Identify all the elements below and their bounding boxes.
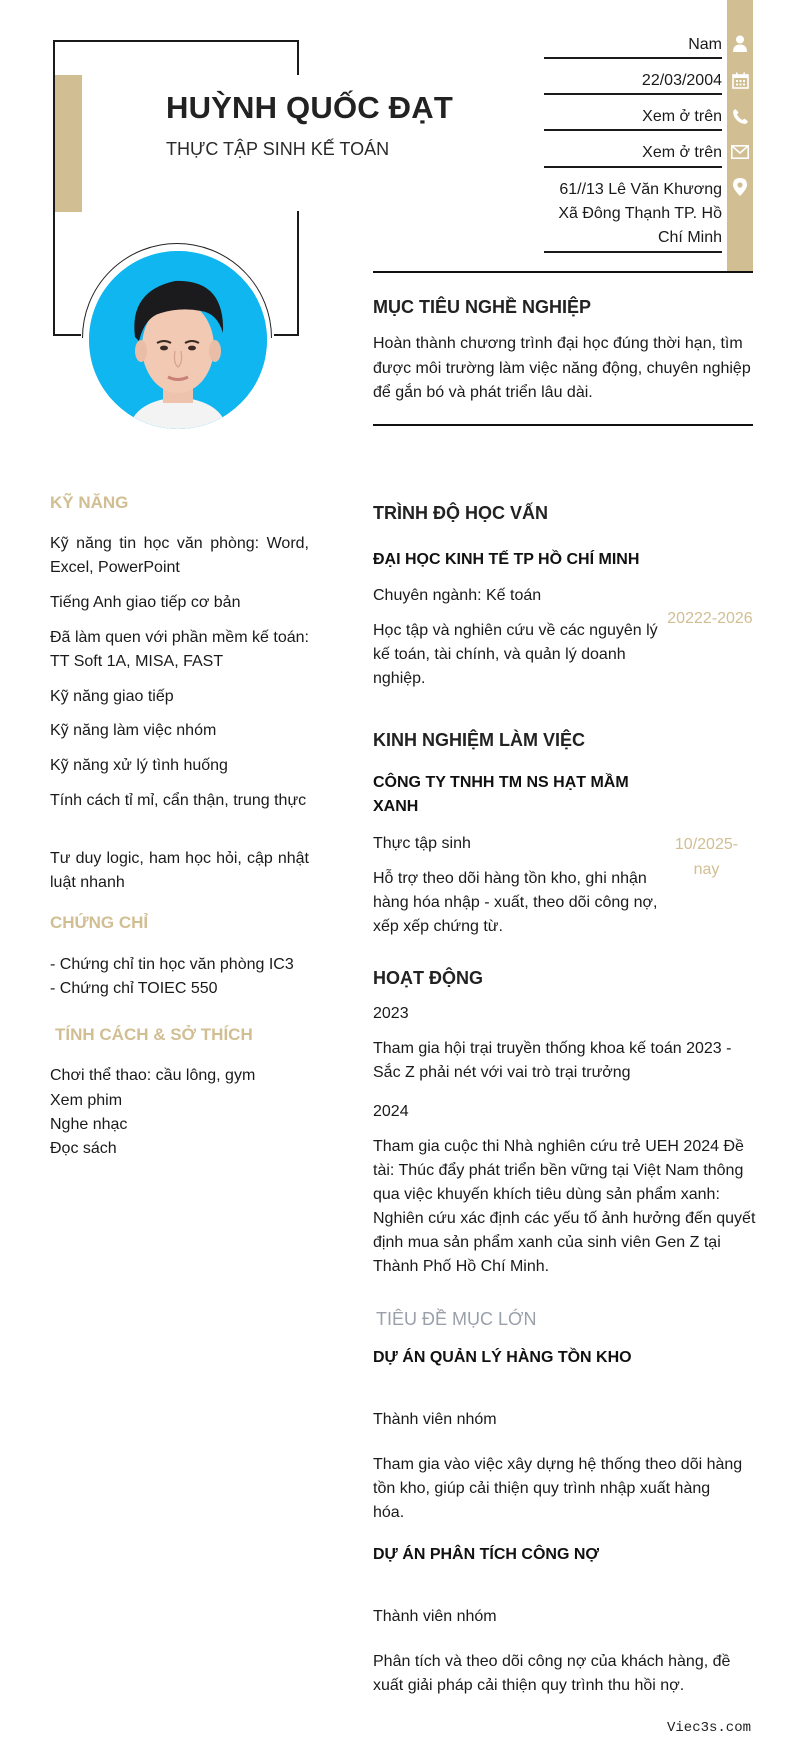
header-frame-right-bottom [297, 211, 299, 336]
education-date: 20222-2026 [667, 610, 753, 627]
activity-text: Tham gia cuộc thi Nhà nghiên cứu trẻ UEH 2024 Đề tài: Thúc đẩy phát triển bền vững tại Việt Nam thông qua việc khuyến khích tiêu dùng sản phẩm xanh: Nghiên cứu xác định các yếu tố ảnh hưởng đến quyết định mua sản phẩm xanh của sinh viên Gen Z tại Thành Phố Hồ Chí Minh. [373, 1138, 756, 1275]
header-frame-top [53, 40, 299, 42]
activity-text: Tham gia hội trại truyền thống khoa kế toán 2023 - Sắc Z phải nét với vai trò trại trưởng [373, 1040, 732, 1081]
certificate-item: - Chứng chỉ tin học văn phòng IC3 [50, 956, 294, 973]
header-frame-right-top [297, 40, 299, 75]
education-title: TRÌNH ĐỘ HỌC VẤN [373, 503, 548, 523]
project-name: DỰ ÁN QUẢN LÝ HÀNG TỒN KHO [373, 1349, 632, 1366]
hobby-item: Nghe nhạc [50, 1116, 128, 1133]
accent-bar [55, 75, 82, 212]
user-icon [731, 34, 749, 52]
phone-icon [731, 107, 749, 125]
contact-email: Xem ở trên [642, 144, 722, 161]
project-name: DỰ ÁN PHÂN TÍCH CÔNG NỢ [373, 1546, 600, 1563]
certificates-title: CHỨNG CHỈ [50, 913, 149, 932]
watermark: Viec3s.com [667, 1720, 752, 1736]
header-frame-bottom-right [274, 334, 299, 336]
contact-birthday: 22/03/2004 [641, 72, 722, 89]
activity-year: 2023 [373, 1005, 409, 1022]
hobby-item: Xem phim [50, 1092, 123, 1109]
skill-item: Kỹ năng xử lý tình huống [50, 757, 228, 774]
contact-address-line2: Xã Đông Thạnh TP. Hồ [558, 205, 722, 222]
contact-divider [544, 57, 722, 59]
experience-description: Hỗ trợ theo dõi hàng tồn kho, ghi nhận hàng hóa nhập - xuất, theo dõi công nợ, xếp xếp chứng từ. [373, 870, 658, 935]
skill-item: Tính cách tỉ mỉ, cẩn thận, trung thực [50, 792, 307, 809]
contact-divider [544, 251, 722, 253]
hobby-item: Chơi thể thao: cầu lông, gym [50, 1067, 256, 1084]
activities-title: HOẠT ĐỘNG [373, 968, 483, 988]
education-description: Học tập và nghiên cứu về các nguyên lý kế toán, tài chính, và quản lý doanh nghiệp. [373, 622, 658, 687]
skill-item: Tiếng Anh giao tiếp cơ bản [50, 594, 241, 611]
header-frame-bottom-left [53, 334, 81, 336]
project-role: Thành viên nhóm [373, 1411, 497, 1428]
contact-divider [544, 93, 722, 95]
education-school: ĐẠI HỌC KINH TẾ TP HỒ CHÍ MINH [373, 551, 640, 568]
map-pin-icon [731, 178, 749, 196]
contact-address-line3: Chí Minh [657, 229, 722, 246]
objective-divider-bottom [373, 424, 753, 426]
hobbies-title: TÍNH CÁCH & SỞ THÍCH [55, 1025, 253, 1044]
activity-year: 2024 [373, 1103, 409, 1120]
certificate-item: - Chứng chỉ TOIEC 550 [50, 980, 218, 997]
contact-divider [544, 166, 722, 168]
hobby-item: Đọc sách [50, 1140, 117, 1157]
experience-title: KINH NGHIỆM LÀM VIỆC [373, 730, 586, 750]
contact-phone: Xem ở trên [642, 108, 722, 125]
project-description: Phân tích và theo dõi công nợ của khách hàng, đề xuất giải pháp cải thiện quy trình thu hồi nợ. [373, 1653, 731, 1694]
envelope-icon [731, 143, 749, 161]
project-role: Thành viên nhóm [373, 1608, 497, 1625]
objective-title: MỤC TIÊU NGHỀ NGHIỆP [373, 297, 592, 317]
experience-company: CÔNG TY TNHH TM NS HẠT MẦM XANH [373, 774, 629, 815]
experience-position: Thực tập sinh [373, 835, 471, 852]
skill-item: Tư duy logic, ham học hỏi, cập nhật luật nhanh [50, 850, 309, 891]
calendar-icon [731, 71, 749, 89]
skill-item: Kỹ năng làm việc nhóm [50, 722, 217, 739]
objective-divider-top [373, 271, 753, 273]
projects-title: TIÊU ĐỀ MỤC LỚN [376, 1309, 537, 1329]
avatar [89, 251, 267, 429]
education-major: Chuyên ngành: Kế toán [373, 587, 542, 604]
experience-date-end: nay [693, 861, 720, 878]
skill-item: Kỹ năng giao tiếp [50, 688, 174, 705]
project-description: Tham gia vào việc xây dựng hệ thống theo dõi hàng tồn kho, giúp cải thiện quy trình nhập xuất hàng hóa. [373, 1456, 743, 1521]
job-title: THỰC TẬP SINH KẾ TOÁN [166, 139, 390, 159]
skill-item: Đã làm quen với phần mềm kế toán: TT Soft 1A, MISA, FAST [50, 629, 309, 670]
contact-divider [544, 129, 722, 131]
experience-date-start: 10/2025- [674, 836, 739, 853]
objective-text: Hoàn thành chương trình đại học đúng thời hạn, tìm được môi trường làm việc năng động, chuyên nghiệp để gắn bó và phát triển lâu dài. [373, 335, 751, 401]
portrait-illustration [89, 251, 267, 429]
skills-title: KỸ NĂNG [50, 493, 129, 512]
contact-gender: Nam [688, 36, 722, 53]
candidate-name: HUỲNH QUỐC ĐẠT [166, 90, 453, 125]
skill-item: Kỹ năng tin học văn phòng: Word, Excel, PowerPoint [50, 535, 309, 576]
contact-address-line1: 61//13 Lê Văn Khương [559, 181, 722, 198]
